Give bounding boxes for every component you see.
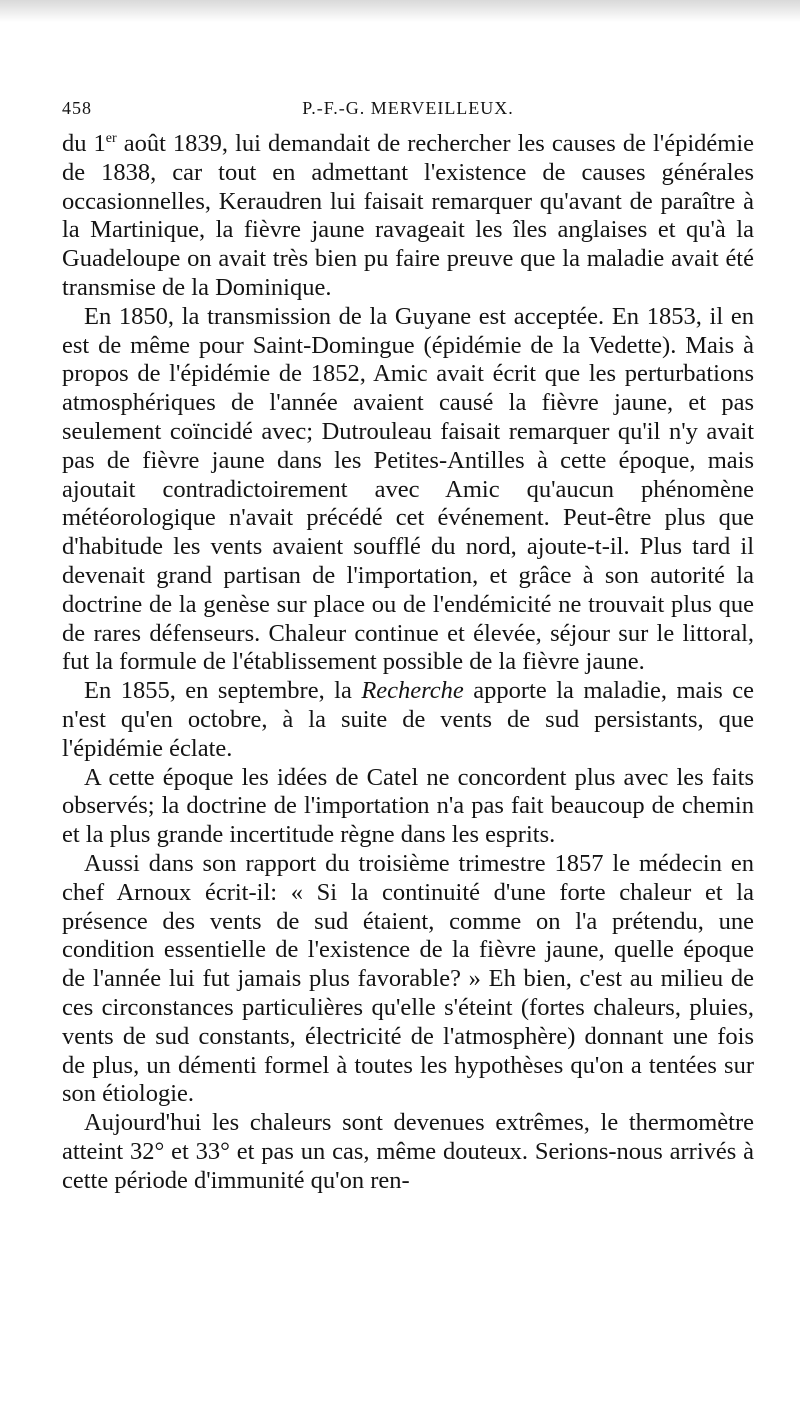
paragraph bbox=[62, 677, 754, 763]
paragraph-text: Aujourd'hui les chaleurs sont devenues extrêmes, le thermomètre atteint 32° et 33° et pas un cas, même douteux. Serions-nous arrivés à cette période d'immunité qu'on ren- bbox=[62, 1109, 754, 1194]
superscript: er bbox=[105, 130, 117, 146]
scan-edge-shading bbox=[0, 0, 800, 22]
paragraph bbox=[62, 303, 754, 677]
paragraph-text: En 1850, la transmission de la Guyane est acceptée. En 1853, il en est de même pour Saint-Domingue (épidémie de la Vedette). Mais à propos de l'épidémie de 1852, Amic avait écrit que les perturbations atmosphériques de l'année avaient causé la fièvre jaune, et pas seulement coïncidé avec; Dutrouleau faisait remarquer qu'il n'y avait pas de fièvre jaune dans les Petites-Antilles à cette époque, mais ajoutait contradictoirement avec Amic qu'aucun phénomène météorologique n'avait précédé cet événement. Peut-être plus que d'habitude les vents avaient soufflé du nord, ajoute-t-il. Plus tard il devenait grand partisan de l'importation, et grâce à son autorité la doctrine de la genèse sur place ou de l'endémicité ne trouvait plus que de rares défenseurs. Chaleur continue et élevée, séjour sur le littoral, fut la formule de l'établissement possible de la fièvre jaune. bbox=[62, 302, 754, 676]
paragraph-text: En 1855, en septembre, la bbox=[84, 677, 362, 705]
paragraph bbox=[62, 130, 754, 303]
paragraph-text: du 1 bbox=[62, 130, 106, 157]
page-number: 458 bbox=[62, 98, 92, 118]
body-text bbox=[62, 130, 754, 1195]
paragraph-text: A cette époque les idées de Catel ne concordent plus avec les faits observés; la doctrine de l'importation n'a pas fait beaucoup de chemin et la plus grande incertitude règne dans les esprits. bbox=[62, 763, 754, 849]
paragraph-text: août 1839, lui demandait de rechercher les causes de l'épidémie de 1838, car tout en admettant l'existence de causes générales occasionnelles, Keraudren lui faisait remarquer qu'avant de paraître à la Martinique, la fièvre jaune ravageait les îles anglaises et qu'à la Guadeloupe on avait très bien pu faire preuve que la maladie avait été transmise de la Dominique. bbox=[62, 130, 755, 301]
paragraph bbox=[62, 764, 754, 850]
running-title: P.-F.-G. MERVEILLEUX. bbox=[302, 98, 514, 118]
paragraph bbox=[62, 850, 754, 1109]
paragraph-text: apporte la maladie, mais ce n'est qu'en octobre, à la suite de vents de sud persistants, que l'épidémie éclate. bbox=[62, 677, 754, 762]
paragraph bbox=[62, 1109, 754, 1195]
italic-text: Recherche bbox=[361, 677, 464, 705]
book-page bbox=[62, 88, 754, 1195]
running-head bbox=[62, 88, 754, 130]
paragraph-text: Aussi dans son rapport du troisième trimestre 1857 le médecin en chef Arnoux écrit-il: « Si la continuité d'une forte chaleur et la présence des vents de sud étaient, comme on l'a prétendu, une condition essentielle de l'existence de la fièvre jaune, quelle époque de l'année lui fut jamais plus favorable? » Eh bien, c'est au milieu de ces circonstances particulières qu'elle s'éteint (fortes chaleurs, pluies, vents de sud constants, électricité de l'atmosphère) donnant une fois de plus, un démenti formel à toutes les hypothèses qu'on a tentées sur son étiologie. bbox=[62, 849, 754, 1108]
